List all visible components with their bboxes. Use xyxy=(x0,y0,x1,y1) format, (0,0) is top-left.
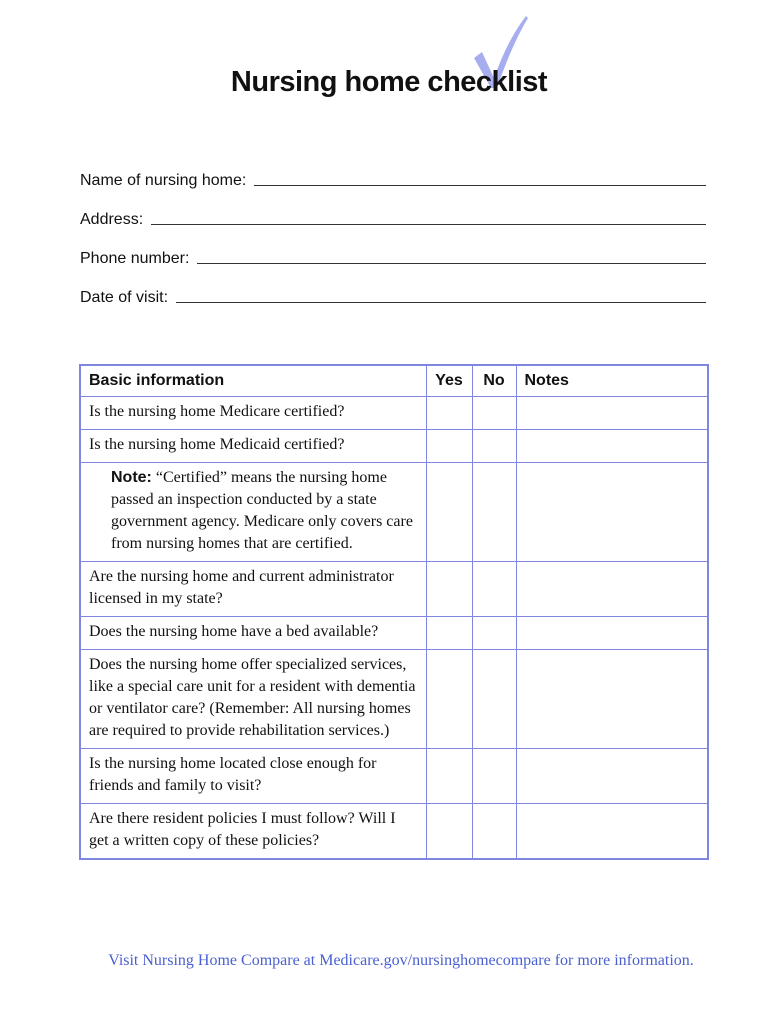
field-label: Name of nursing home: xyxy=(80,172,247,189)
date-of-visit-field[interactable] xyxy=(80,283,706,307)
field-label: Date of visit: xyxy=(80,289,169,306)
question-text: Are there resident policies I must follow? Will I get a written copy of these policies? xyxy=(80,804,426,860)
notes-cell[interactable] xyxy=(516,804,708,860)
yes-cell[interactable] xyxy=(426,562,472,617)
field-label: Address: xyxy=(80,211,144,228)
yes-cell[interactable] xyxy=(426,650,472,749)
notes-cell[interactable] xyxy=(516,650,708,749)
no-cell[interactable] xyxy=(472,749,516,804)
question-text: Is the nursing home Medicare certified? xyxy=(80,397,426,430)
basic-information-table xyxy=(79,364,709,860)
no-cell[interactable] xyxy=(472,617,516,650)
page-title: Nursing home checklist xyxy=(230,66,548,98)
table-row xyxy=(80,804,708,860)
no-cell[interactable] xyxy=(472,562,516,617)
table-row xyxy=(80,562,708,617)
header-yes: Yes xyxy=(426,365,472,397)
header-basic-information: Basic information xyxy=(80,365,426,397)
table-header-row xyxy=(80,365,708,397)
notes-cell[interactable] xyxy=(516,463,708,562)
yes-cell[interactable] xyxy=(426,749,472,804)
yes-cell[interactable] xyxy=(426,463,472,562)
fill-in-line xyxy=(197,263,706,264)
no-cell[interactable] xyxy=(472,463,516,562)
note-cell xyxy=(80,463,426,562)
notes-cell[interactable] xyxy=(516,749,708,804)
table-row xyxy=(80,397,708,430)
fill-in-line xyxy=(151,224,706,225)
notes-cell[interactable] xyxy=(516,562,708,617)
notes-cell[interactable] xyxy=(516,397,708,430)
table-row-note xyxy=(80,463,708,562)
no-cell[interactable] xyxy=(472,650,516,749)
fill-in-line xyxy=(254,185,706,186)
phone-number-field[interactable] xyxy=(80,244,706,268)
note-text: “Certified” means the nursing home passed an inspection conducted by a state government agency. Medicare only covers care from nursing homes that are certified. xyxy=(111,469,413,552)
question-text: Are the nursing home and current administrator licensed in my state? xyxy=(80,562,426,617)
address-field[interactable] xyxy=(80,205,706,229)
header-no: No xyxy=(472,365,516,397)
notes-cell[interactable] xyxy=(516,430,708,463)
table-row xyxy=(80,617,708,650)
footer-note: Visit Nursing Home Compare at Medicare.gov/nursinghomecompare for more information. xyxy=(108,952,694,969)
fill-in-line xyxy=(176,302,706,303)
question-text: Does the nursing home have a bed available? xyxy=(80,617,426,650)
table-row xyxy=(80,430,708,463)
yes-cell[interactable] xyxy=(426,617,472,650)
nursing-home-name-field[interactable] xyxy=(80,166,706,190)
question-text: Is the nursing home located close enough for friends and family to visit? xyxy=(80,749,426,804)
yes-cell[interactable] xyxy=(426,804,472,860)
no-cell[interactable] xyxy=(472,804,516,860)
question-text: Is the nursing home Medicaid certified? xyxy=(80,430,426,463)
field-label: Phone number: xyxy=(80,250,190,267)
question-text: Does the nursing home offer specialized services, like a special care unit for a resident with dementia or ventilator care? (Remember: All nursing homes are required to provide rehabilitation services.) xyxy=(80,650,426,749)
header-notes: Notes xyxy=(516,365,708,397)
no-cell[interactable] xyxy=(472,430,516,463)
no-cell[interactable] xyxy=(472,397,516,430)
yes-cell[interactable] xyxy=(426,397,472,430)
notes-cell[interactable] xyxy=(516,617,708,650)
table-row xyxy=(80,650,708,749)
note-label: Note: xyxy=(111,469,152,486)
table-row xyxy=(80,749,708,804)
yes-cell[interactable] xyxy=(426,430,472,463)
